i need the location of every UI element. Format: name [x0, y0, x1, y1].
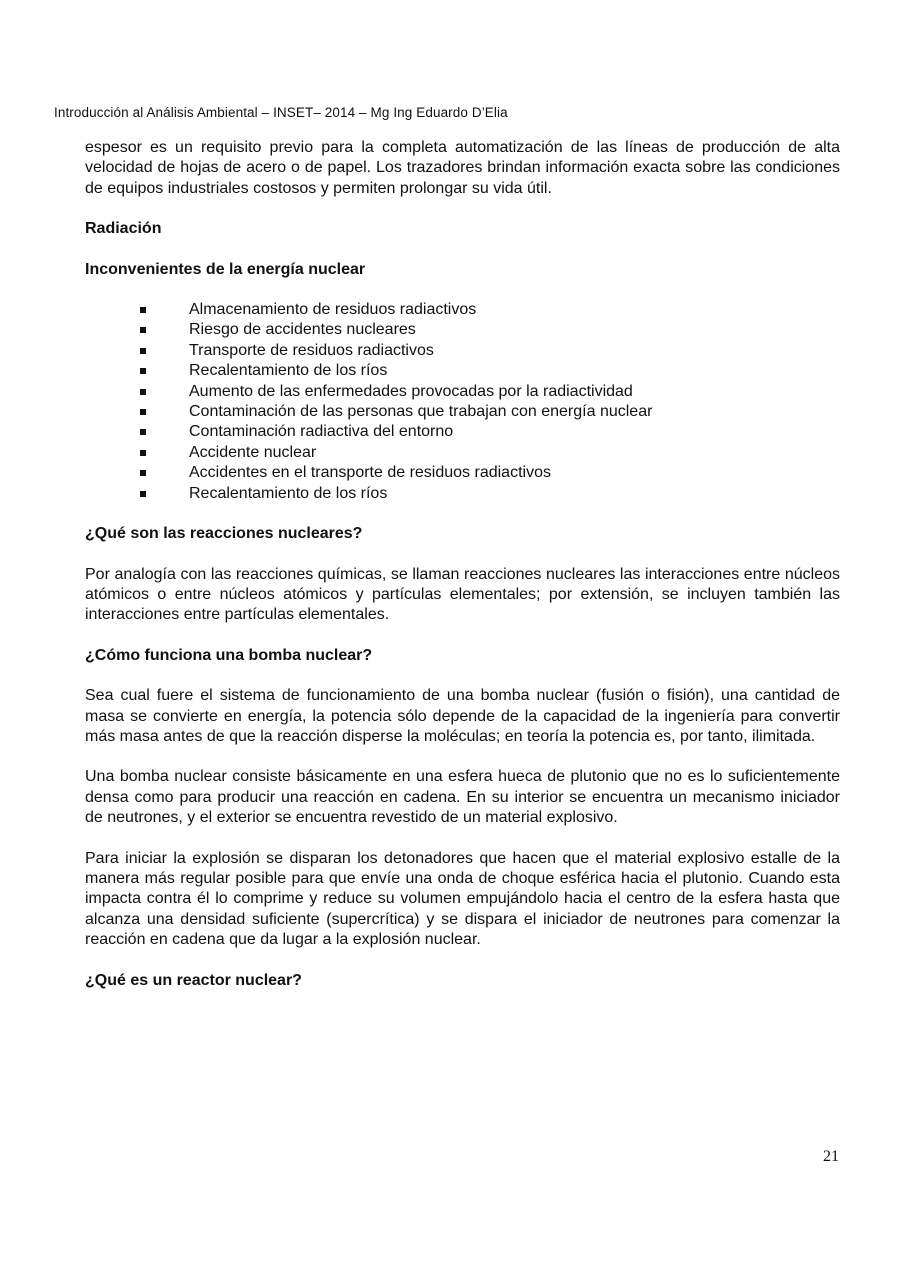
- list-item: [85, 463, 840, 483]
- list-item: [85, 320, 840, 340]
- list-item-text: Transporte de residuos radiactivos: [189, 341, 434, 359]
- list-item-text: Accidentes en el transporte de residuos radiactivos: [189, 464, 551, 482]
- running-header: Introducción al Análisis Ambiental – INSET– 2014 – Mg Ing Eduardo D’Elia: [54, 105, 508, 120]
- list-item: [85, 361, 840, 381]
- heading-radiacion: Radiación: [85, 220, 162, 238]
- list-item: [85, 484, 840, 504]
- intro-paragraph: espesor es un requisito previo para la completa automatización de las líneas de producción de alta velocidad de hojas de acero o de papel. Los trazadores brindan información exacta sobre las condiciones de equipos industriales costosos y permiten prolongar su vida útil.: [85, 139, 840, 197]
- list-item: [85, 443, 840, 463]
- list-item-text: Contaminación de las personas que trabajan con energía nuclear: [189, 403, 653, 421]
- list-item-text: Recalentamiento de los ríos: [189, 484, 388, 502]
- square-bullet-icon: [140, 450, 146, 456]
- list-item-text: Recalentamiento de los ríos: [189, 362, 388, 380]
- list-item-text: Accidente nuclear: [189, 443, 317, 461]
- paragraph-bomba-2: Una bomba nuclear consiste básicamente en una esfera hueca de plutonio que no es lo suficientemente densa como para producir una reacción en cadena. En su interior se encuentra un mecanismo iniciador de neutrones, y el exterior se encuentra revestido de un material explosivo.: [85, 768, 840, 827]
- page-body: [85, 138, 840, 991]
- square-bullet-icon: [140, 368, 146, 374]
- paragraph-reacciones: Por analogía con las reacciones químicas, se llaman reacciones nucleares las interacciones entre núcleos atómicos o entre núcleos atómicos y partículas elementales; por extensión, se incluyen también las interacciones entre partículas elementales.: [85, 565, 840, 624]
- list-item: [85, 300, 840, 320]
- square-bullet-icon: [140, 429, 146, 435]
- heading-inconvenientes: Inconvenientes de la energía nuclear: [85, 260, 366, 278]
- square-bullet-icon: [140, 327, 146, 333]
- list-item-text: Riesgo de accidentes nucleares: [189, 321, 416, 339]
- paragraph-bomba-3: Para iniciar la explosión se disparan los detonadores que hacen que el material explosivo estalle de la manera más regular posible para que envíe una onda de choque esférica hacia el plutonio. Cuando esta impacta contra él lo comprime y reduce su volumen empujándolo hacia el centro de la esfera hasta que alcanza una densidad suficiente (supercrítica) y se dispara el iniciador de neutrones para comenzar la reacción en cadena que da lugar a la explosión nuclear.: [85, 849, 840, 949]
- square-bullet-icon: [140, 389, 146, 395]
- list-item-text: Contaminación radiactiva del entorno: [189, 423, 454, 441]
- square-bullet-icon: [140, 307, 146, 313]
- list-item-text: Aumento de las enfermedades provocadas por la radiactividad: [189, 382, 633, 400]
- square-bullet-icon: [140, 470, 146, 476]
- list-item: [85, 402, 840, 422]
- heading-reactor: ¿Qué es un reactor nuclear?: [85, 971, 302, 989]
- square-bullet-icon: [140, 491, 146, 497]
- heading-bomba: ¿Cómo funciona una bomba nuclear?: [85, 646, 373, 664]
- inconvenientes-list: [85, 300, 840, 504]
- square-bullet-icon: [140, 348, 146, 354]
- list-item-text: Almacenamiento de residuos radiactivos: [189, 301, 477, 319]
- paragraph-bomba-1: Sea cual fuere el sistema de funcionamiento de una bomba nuclear (fusión o fisión), una cantidad de masa se convierte en energía, la potencia sólo depende de la capacidad de la ingeniería para convertir más masa antes de que la reacción disperse la moléculas; en teoría la potencia es, por tanto, ilimitada.: [85, 687, 840, 745]
- square-bullet-icon: [140, 409, 146, 415]
- list-item: [85, 422, 840, 442]
- heading-reacciones: ¿Qué son las reacciones nucleares?: [85, 525, 363, 543]
- page-number: 21: [823, 1148, 839, 1165]
- list-item: [85, 382, 840, 402]
- list-item: [85, 341, 840, 361]
